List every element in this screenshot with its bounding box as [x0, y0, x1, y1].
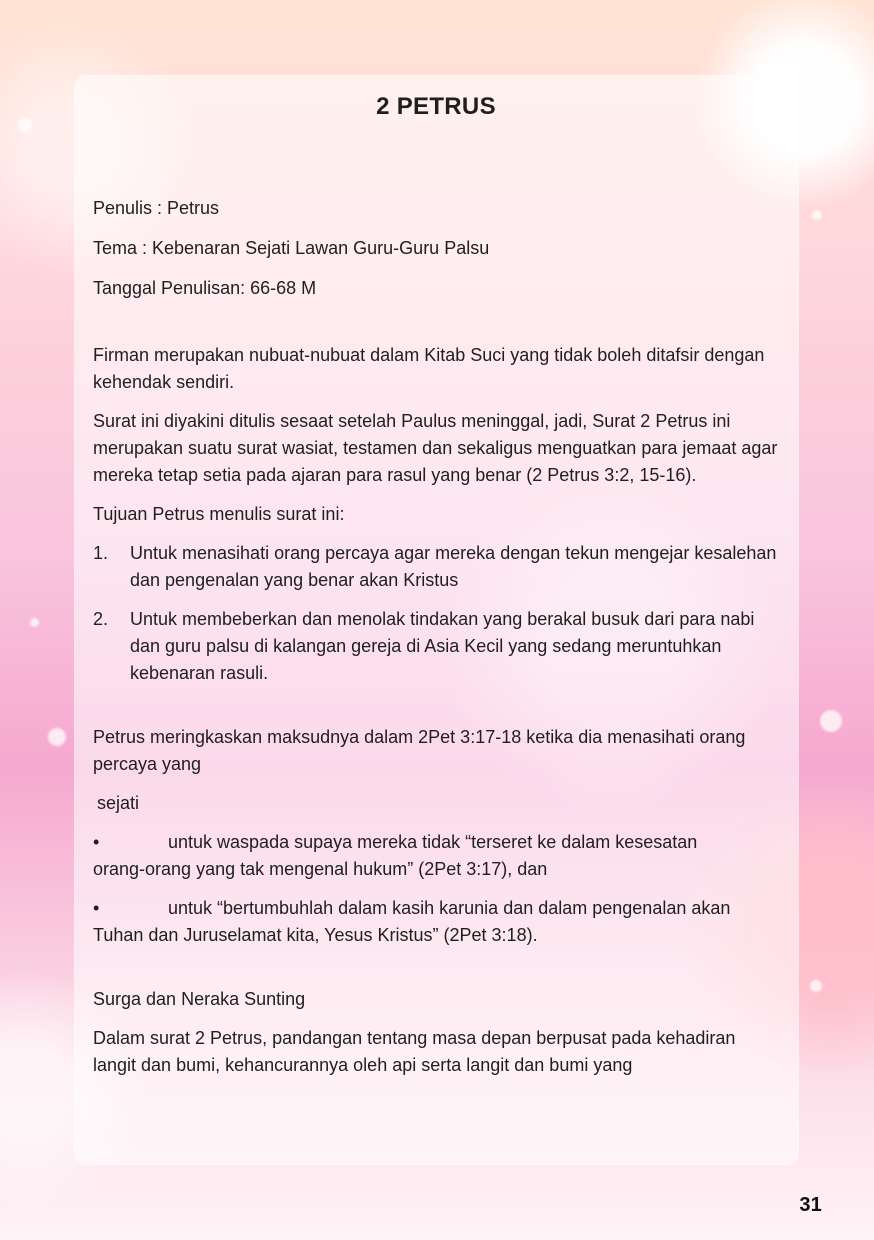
- bullet-lead-text: untuk “bertumbuhlah dalam kasih karunia dan dalam pengenalan akan: [168, 898, 731, 918]
- bullet-lead-text: untuk waspada supaya mereka tidak “terseret ke dalam kesesatan: [168, 832, 698, 852]
- bullet-continuation-text: orang-orang yang tak mengenal hukum” (2Pet 3:17), dan: [93, 859, 548, 879]
- background-sparkle: [820, 710, 842, 732]
- list-item: [93, 606, 779, 687]
- bullet-continuation-text: Tuhan dan Juruselamat kita, Yesus Kristus” (2Pet 3:18).: [93, 925, 538, 945]
- page-number: 31: [799, 1194, 822, 1216]
- list-number: 2.: [93, 609, 109, 629]
- page-title: 2 PETRUS: [376, 93, 496, 120]
- intro-paragraph: Firman merupakan nubuat-nubuat dalam Kitab Suci yang tidak boleh ditafsir dengan kehendak sendiri.: [93, 345, 765, 392]
- list-text: Untuk menasihati orang percaya agar mereka dengan tekun mengejar kesalehan dan pengenalan yang benar akan Kristus: [130, 543, 777, 590]
- bullet-item: [93, 829, 779, 883]
- author-line: Penulis : Petrus: [93, 198, 220, 218]
- date-line: Tanggal Penulisan: 66-68 M: [93, 278, 317, 298]
- bullet-mark: •: [93, 898, 100, 918]
- purpose-heading: Tujuan Petrus menulis surat ini:: [93, 504, 345, 524]
- metadata-block: [93, 195, 779, 302]
- background-sparkle: [812, 210, 822, 220]
- final-paragraph: Dalam surat 2 Petrus, pandangan tentang masa depan berpusat pada kehadiran langit dan bumi, kehancurannya oleh api serta langit dan bumi yang: [93, 1028, 736, 1075]
- list-item: [93, 540, 779, 594]
- bullet-mark: •: [93, 832, 100, 852]
- background-sparkle: [48, 728, 66, 746]
- summary-paragraph: Petrus meringkaskan maksudnya dalam 2Pet 3:17-18 ketika dia menasihati orang percaya yang: [93, 727, 746, 774]
- theme-line: Tema : Kebenaran Sejati Lawan Guru-Guru Palsu: [93, 238, 490, 258]
- background-sparkle: [30, 618, 39, 627]
- list-number: 1.: [93, 543, 109, 563]
- summary-section: [93, 724, 779, 949]
- bullet-item: [93, 895, 779, 949]
- list-text: Untuk membeberkan dan menolak tindakan yang berakal busuk dari para nabi dan guru palsu di kalangan gereja di Asia Kecil yang sedang meruntuhkan kebenaran rasuli.: [130, 609, 755, 683]
- section-title: Surga dan Neraka Sunting: [93, 989, 306, 1009]
- background-sparkle: [810, 980, 822, 992]
- context-paragraph: Surat ini diyakini ditulis sesaat setelah Paulus meninggal, jadi, Surat 2 Petrus ini merupakan suatu surat wasiat, testamen dan sekaligus menguatkan para jemaat agar mereka tetap setia pada ajaran para rasul yang benar (2 Petrus 3:2, 15-16).: [93, 411, 778, 485]
- content-panel: [74, 75, 799, 1165]
- heaven-hell-section: [93, 986, 779, 1079]
- background-sparkle: [18, 118, 32, 132]
- document-content: [93, 75, 779, 1091]
- sejati-line: sejati: [97, 793, 140, 813]
- intro-section: [93, 342, 779, 687]
- purpose-list: [93, 540, 779, 687]
